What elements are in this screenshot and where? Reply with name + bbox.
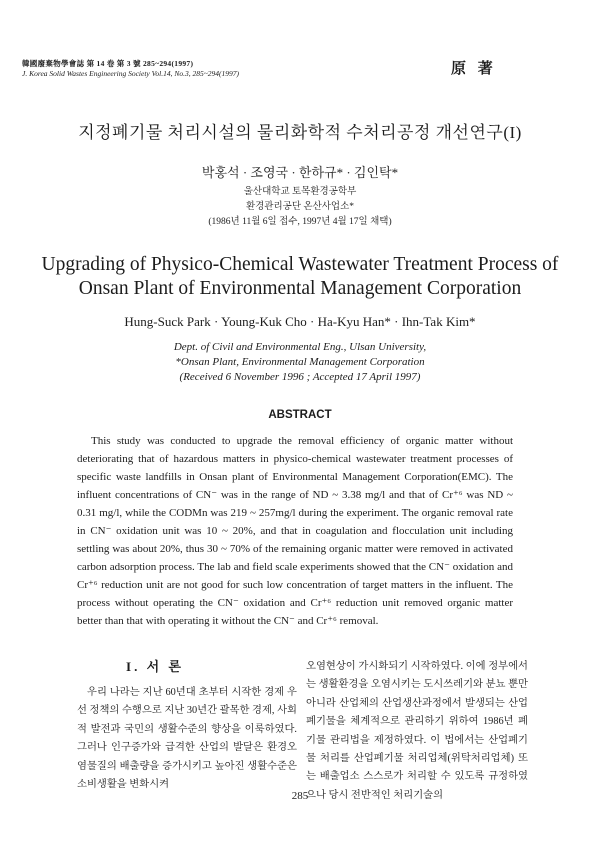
abstract-body (77, 432, 513, 630)
english-affiliation-1: Dept. of Civil and Environmental Eng., Ulsan University, (173, 341, 427, 353)
english-affiliation-2: *Onsan Plant, Environmental Management Corporation (175, 356, 425, 368)
english-authors: Hung-Suck Park · Young-Kuk Cho · Ha-Kyu Han* · Ihn-Tak Kim* (124, 314, 476, 329)
journal-english-line: J. Korea Solid Wastes Engineering Society Vol.14, No.3, 285~294(1997) (22, 69, 240, 78)
korean-affiliations (0, 185, 600, 230)
korean-authors: 박홍석 · 조영국 · 한하규* · 김인탁* (201, 165, 399, 180)
korean-title: 지정폐기물 처리시설의 물리화학적 수처리공정 개선연구(I) (78, 123, 522, 142)
english-affiliations (0, 340, 600, 385)
left-column-text: 우리 나라는 지난 60년대 초부터 시작한 경제 우선 정책의 수행으로 지난 30년간 괄목한 경제, 사회적 발전과 국민의 생활수준의 향상을 이룩하였다. 그러나 인구증가와 급격한 산업의 발달은 환경오염물질의 배출량을 증가시키고 높아진 생활수준은 소비생활을 변화시켜 (77, 687, 297, 791)
korean-dates: (1986년 11월 6일 접수, 1997년 4월 17일 채택) (208, 217, 392, 227)
article-type-label: 原 著 (451, 61, 497, 77)
korean-affiliation-1: 울산대학교 토목환경공학부 (243, 187, 357, 197)
abstract-heading: ABSTRACT (268, 409, 332, 421)
body-left-column (77, 684, 297, 794)
journal-korean-line: 韓國廢棄物學會誌 第 14 卷 第 3 號 285~294(1997) (22, 59, 194, 68)
section-heading: I. 서 론 (126, 659, 184, 674)
right-column-text: 오염현상이 가시화되기 시작하였다. 이에 정부에서는 생활환경을 오염시키는 도시쓰레기와 분뇨 뿐만 아니라 산업체의 산업생산과정에서 발생되는 산업폐기물을 체계적으로 관리하기 위하여 1986년 폐기물 관리법을 제정하였다. 이 법에서는 산업폐기물 처리를 산업폐기물 처리업체(위탁처리업체) 또는 배출업소 스스로가 처리할 수 있도록 규정하였으나 당시 전반적인 처리기술의 (306, 661, 528, 801)
abstract-text: This study was conducted to upgrade the removal efficiency of organic matter without deteriorating that of hazardous matters in physico-chemical wastewater treatment processes of specific waste landfills in Onsan plant of Environmental Management Corporation(EMC). The influent concentrations of CN⁻ was in the range of ND ~ 3.38 mg/l and that of Cr⁺⁶ was ND ~ 0.31 mg/l, while the CODMn was 219 ~ 257mg/l during the experiment. The organic removal rate in CN⁻ oxidation unit was 10 ~ 20%, and that in coagulation and flocculation unit including settling was about 20%, thus 30 ~ 70% of the remaining organic matter were removed in activated carbon adsorption process. The lab and field scale experiments showed that the CN⁻ oxidation and Cr⁺⁶ reduction unit are not good for such low concentration of target matters in the influent. The process without operating the CN⁻ oxidation and Cr⁺⁶ reduction unit removed organic matter better than that with operating it without the CN⁻ and Cr⁺⁶ removal. (77, 435, 513, 627)
page-number: 285 (291, 790, 309, 802)
journal-header (22, 59, 239, 79)
body-right-column (306, 658, 528, 805)
english-dates: (Received 6 November 1996 ; Accepted 17 April 1997) (179, 371, 421, 383)
korean-affiliation-2: 환경관리공단 온산사업소* (245, 202, 355, 212)
english-title: Upgrading of Physico-Chemical Wastewater Treatment Process of Onsan Plant of Environmental Management Corporation (41, 254, 559, 299)
